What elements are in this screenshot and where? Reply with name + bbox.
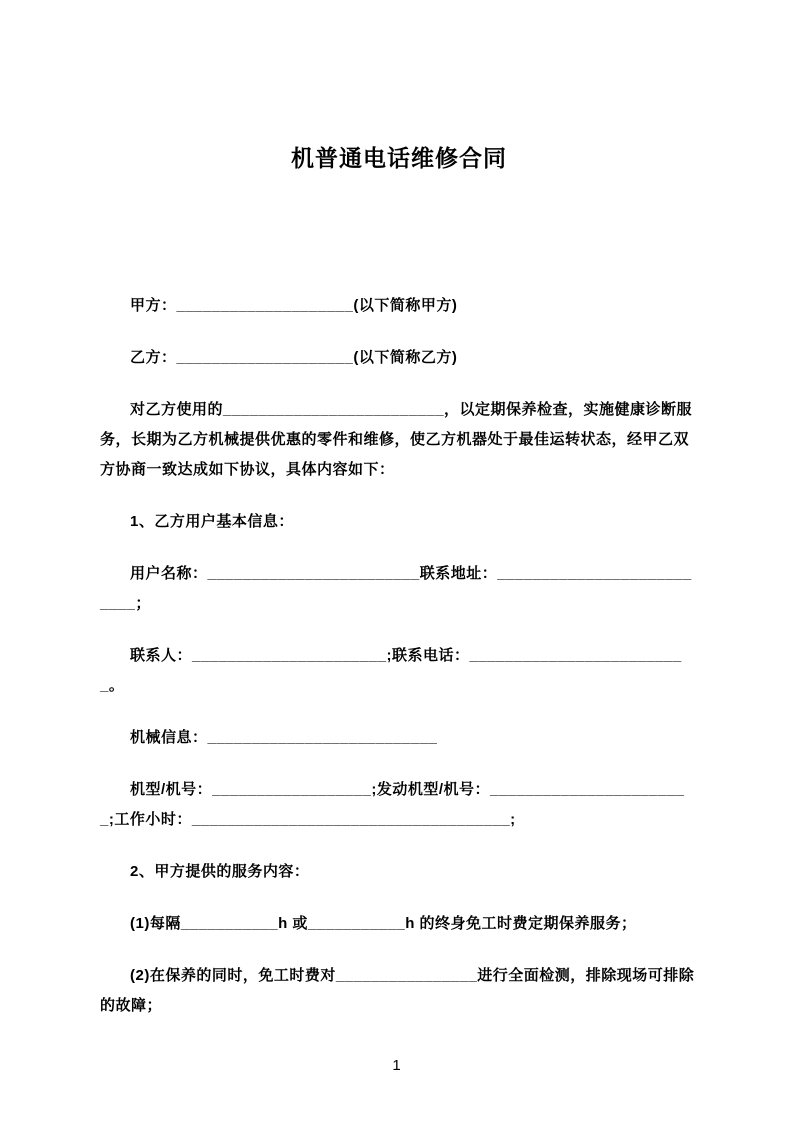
page-number: 1 xyxy=(392,1057,401,1074)
model-engine-hours-line: 机型/机号：__________________;发动机型/机号：_______________________;工作小时：____________________________________; xyxy=(100,781,685,828)
contact-person-phone-line: 联系人：______________________;联系电话：_________________________。 xyxy=(100,647,682,694)
section-2-heading: 2、甲方提供的服务内容： xyxy=(130,863,310,880)
intro-paragraph: 对乙方使用的_________________________，以定期保养检查，实施健康诊断服务，长期为乙方机械提供优惠的零件和维修，使乙方机器处于最佳运转状态，经甲乙双方协商一致达成如下协议，具体内容如下： xyxy=(100,401,693,478)
service-item-2: (2)在保养的同时，免工时费对________________进行全面检测，排除现场可排除的故障； xyxy=(100,967,695,1014)
section-1-heading: 1、乙方用户基本信息： xyxy=(130,513,294,530)
machine-info-line: 机械信息：__________________________ xyxy=(130,729,438,746)
party-b-line: 乙方：____________________(以下简称乙方) xyxy=(130,349,458,366)
document-title: 机普通电话维修合同 xyxy=(291,145,507,171)
party-a-line: 甲方：____________________(以下简称甲方) xyxy=(130,297,458,314)
service-item-1: (1)每隔___________h 或___________h 的终身免工时费定期保养服务； xyxy=(130,915,637,932)
user-name-address-line: 用户名称：________________________联系地址：__________________________； xyxy=(100,565,692,612)
